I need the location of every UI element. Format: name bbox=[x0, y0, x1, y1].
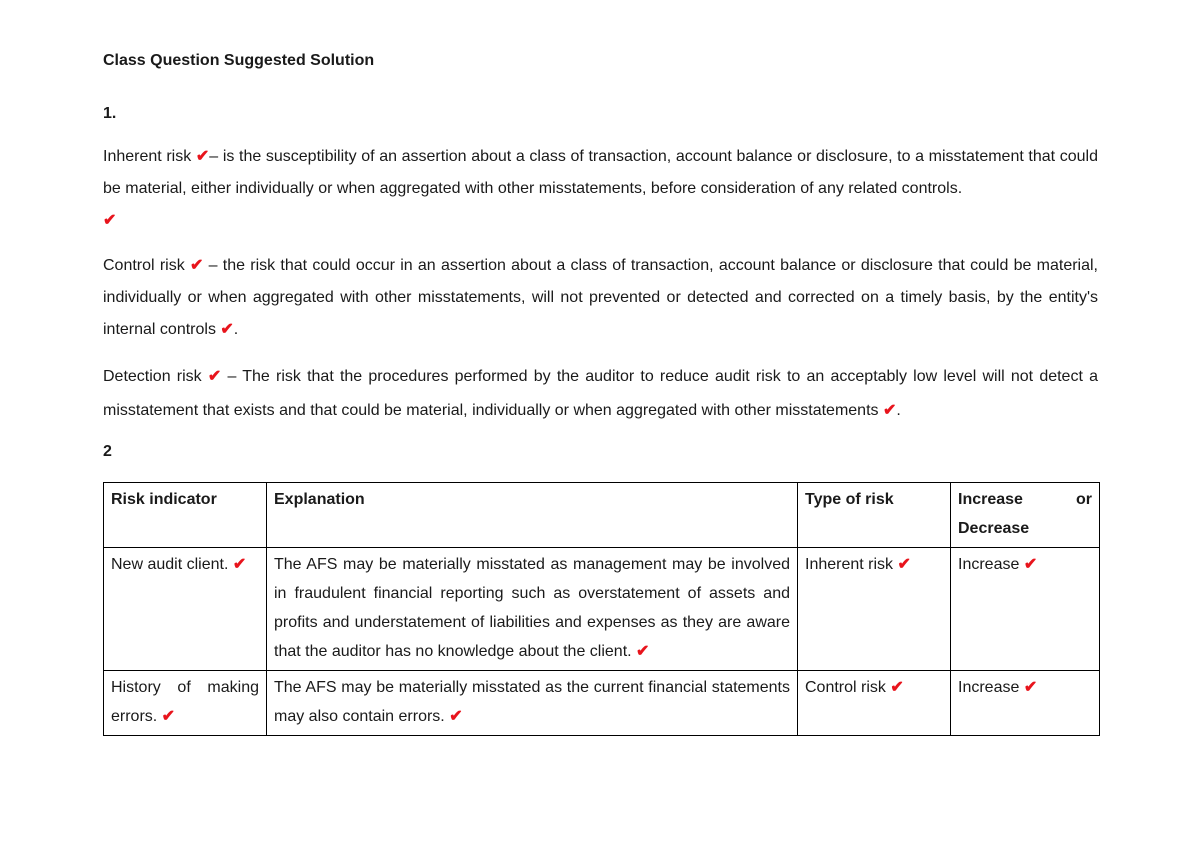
cell-change bbox=[951, 671, 1100, 736]
control-risk-definition: – the risk that could occur in an assertion about a class of transaction, account balance or disclosure that could be material, individually or when aggregated with other misstatements, will not prevented or detected and corrected on a timely basis, by the entity's internal controls bbox=[103, 257, 1098, 338]
cell-type bbox=[798, 671, 951, 736]
cell-change bbox=[951, 548, 1100, 671]
detection-risk-paragraph bbox=[103, 360, 1098, 428]
check-mark-icon: ✔ bbox=[195, 148, 210, 165]
header-increase-word: Increase bbox=[958, 491, 1023, 508]
check-mark-icon: ✔ bbox=[207, 368, 222, 385]
check-mark-icon: ✔ bbox=[882, 402, 897, 419]
detection-risk-definition: – The risk that the procedures performed by the auditor to reduce audit risk to an acceptably low level will not detect a misstatement that exists and that could be material, individually or when aggregated with other misstatements bbox=[103, 368, 1098, 419]
check-mark-icon: ✔ bbox=[189, 257, 204, 274]
check-mark-icon: ✔ bbox=[1023, 679, 1038, 696]
check-mark-icon: ✔ bbox=[636, 643, 650, 660]
check-mark-icon: ✔ bbox=[103, 212, 117, 229]
document-title: Class Question Suggested Solution bbox=[103, 52, 375, 69]
header-decrease-word: Decrease bbox=[958, 520, 1030, 537]
table-row bbox=[104, 671, 1100, 736]
check-mark-icon: ✔ bbox=[890, 679, 904, 696]
cell-type bbox=[798, 548, 951, 671]
change-text: Increase bbox=[958, 556, 1024, 573]
header-or-word: or bbox=[1076, 491, 1092, 508]
control-risk-term: Control risk bbox=[103, 257, 190, 274]
check-mark-icon: ✔ bbox=[449, 708, 463, 725]
explanation-text: The AFS may be materially misstated as management may be involved in fraudulent financial reporting such as overstatement of assets and profits and understatement of liabilities and expenses as they are aware that the auditor has no knowledge about the client. bbox=[274, 556, 790, 660]
header-increase-or-decrease bbox=[951, 483, 1100, 548]
type-text: Inherent risk bbox=[805, 556, 898, 573]
indicator-text: New audit client. bbox=[111, 556, 233, 573]
cell-indicator bbox=[104, 671, 267, 736]
cell-explanation bbox=[267, 548, 798, 671]
header-explanation: Explanation bbox=[267, 483, 798, 548]
question-1-label: 1. bbox=[103, 105, 117, 122]
check-mark-icon: ✔ bbox=[232, 556, 247, 573]
change-text: Increase bbox=[958, 679, 1024, 696]
cell-explanation bbox=[267, 671, 798, 736]
check-mark-icon: ✔ bbox=[220, 321, 234, 338]
table-header-row bbox=[104, 483, 1100, 548]
header-type-of-risk: Type of risk bbox=[798, 483, 951, 548]
check-mark-icon: ✔ bbox=[161, 708, 176, 725]
check-mark-icon: ✔ bbox=[897, 556, 911, 573]
risk-table bbox=[103, 482, 1100, 736]
indicator-text: History of making errors. bbox=[111, 679, 259, 725]
explanation-text: The AFS may be materially misstated as the current financial statements may also contain errors. bbox=[274, 679, 790, 725]
inherent-risk-definition: – is the susceptibility of an assertion about a class of transaction, account balance or disclosure, to a misstatement that could be material, either individually or when aggregated with other misstatements, before consideration of any related controls. bbox=[103, 148, 1099, 197]
table-row bbox=[104, 548, 1100, 671]
cell-indicator bbox=[104, 548, 267, 671]
type-text: Control risk bbox=[805, 679, 891, 696]
detection-risk-term: Detection risk bbox=[103, 368, 208, 385]
period: . bbox=[896, 402, 901, 419]
header-risk-indicator: Risk indicator bbox=[104, 483, 267, 548]
control-risk-paragraph bbox=[103, 250, 1098, 346]
check-mark-icon: ✔ bbox=[1023, 556, 1038, 573]
period: . bbox=[233, 321, 239, 338]
question-2-label: 2 bbox=[103, 443, 112, 460]
inherent-risk-paragraph bbox=[103, 141, 1098, 237]
inherent-risk-term: Inherent risk bbox=[103, 148, 196, 165]
